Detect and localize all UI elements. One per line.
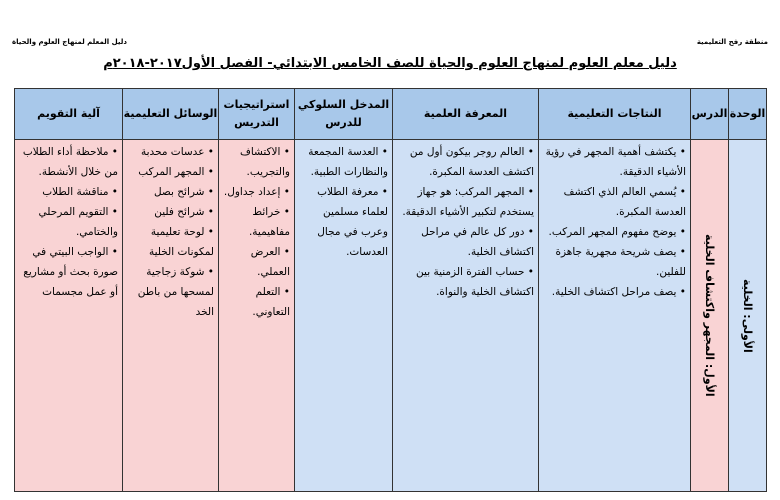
strategies-list (223, 142, 290, 322)
list-item: • يُسمي العالم الذي اكتشف العدسة المكبرة. (543, 182, 686, 222)
behavioral-entry-cell (295, 140, 393, 492)
header-strategies: استراتيجيات التدريس (219, 89, 295, 140)
list-item: • لوحة تعليمية لمكونات الخلية (127, 222, 214, 262)
lesson-label: الأول: المجهر واكتشاف الخلية (703, 234, 716, 397)
lesson-cell (691, 140, 729, 492)
list-item: • التقويم المرحلي والختامي. (19, 202, 118, 242)
aids-list (127, 142, 214, 322)
list-item: • شرائح فلين (127, 202, 214, 222)
header-knowledge: المعرفة العلمية (393, 89, 539, 140)
district-note: منطقة رفح التعليمية (696, 38, 768, 46)
list-item: • يكتشف أهمية المجهر في رؤية الأشياء الدقيقة. (543, 142, 686, 182)
knowledge-cell (393, 140, 539, 492)
list-item: • العدسة المجمعة والنظارات الطبية. (299, 142, 388, 182)
unit-label: الأولى: الخلية (741, 278, 754, 353)
header-unit: الوحدة (729, 89, 767, 140)
assessment-cell (15, 140, 123, 492)
list-item: • يصف مراحل اكتشاف الخلية. (543, 282, 686, 302)
list-item: • خرائط مفاهيمية. (223, 202, 290, 242)
aids-cell (123, 140, 219, 492)
strategies-cell (219, 140, 295, 492)
list-item: • المجهر المركب (127, 162, 214, 182)
list-item: • الواجب البيتي في صورة بحث أو مشاريع أو عمل مجسمات (19, 242, 118, 302)
list-item: • ملاحظة أداء الطلاب من خلال الأنشطة. (19, 142, 118, 182)
header-behavioral-entry: المدخل السلوكي للدرس (295, 89, 393, 140)
list-item: • إعداد جداول. (223, 182, 290, 202)
header-aids: الوسائل التعليمية (123, 89, 219, 140)
header-assessment: آلية التقويم (15, 89, 123, 140)
list-item: • مناقشة الطلاب (19, 182, 118, 202)
list-item: • الاكتشاف والتجريب. (223, 142, 290, 182)
list-item: • يصف شريحة مجهرية جاهزة للفلين. (543, 242, 686, 282)
list-item: • المجهر المركب: هو جهاز يستخدم لتكبير الأشياء الدقيقة. (397, 182, 534, 222)
guide-note: دليل المعلم لمنهاج العلوم والحياة (12, 38, 127, 46)
assessment-list (19, 142, 118, 302)
header-row (15, 89, 767, 140)
unit-cell (729, 140, 767, 492)
knowledge-list (397, 142, 534, 302)
header-outcomes: النتاجات التعليمية (539, 89, 691, 140)
list-item: • حساب الفترة الزمنية بين اكتشاف الخلية والنواة. (397, 262, 534, 302)
list-item: • معرفة الطلاب لعلماء مسلمين وعرب في مجال العدسات. (299, 182, 388, 262)
list-item: • عدسات محدبة (127, 142, 214, 162)
header-lesson: الدرس (691, 89, 729, 140)
list-item: • يوضح مفهوم المجهر المركب. (543, 222, 686, 242)
list-item: • شوكة زجاجية لمسحها من باطن الخد (127, 262, 214, 322)
document-title: دليل معلم العلوم لمنهاج العلوم والحياة للصف الخامس الابتدائي- الفصل الأول٢٠١٧-٢٠١٨م (103, 56, 677, 71)
lesson-row (15, 140, 767, 492)
list-item: • التعلم التعاوني. (223, 282, 290, 322)
list-item: • العالم روجر بيكون أول من اكتشف العدسة المكبرة. (397, 142, 534, 182)
list-item: • دور كل عالم في مراحل اكتشاف الخلية. (397, 222, 534, 262)
lesson-plan-table (14, 88, 767, 492)
list-item: • شرائح بصل (127, 182, 214, 202)
outcomes-cell (539, 140, 691, 492)
list-item: • العرض العملي. (223, 242, 290, 282)
behavioral-entry-list (299, 142, 388, 262)
outcomes-list (543, 142, 686, 302)
